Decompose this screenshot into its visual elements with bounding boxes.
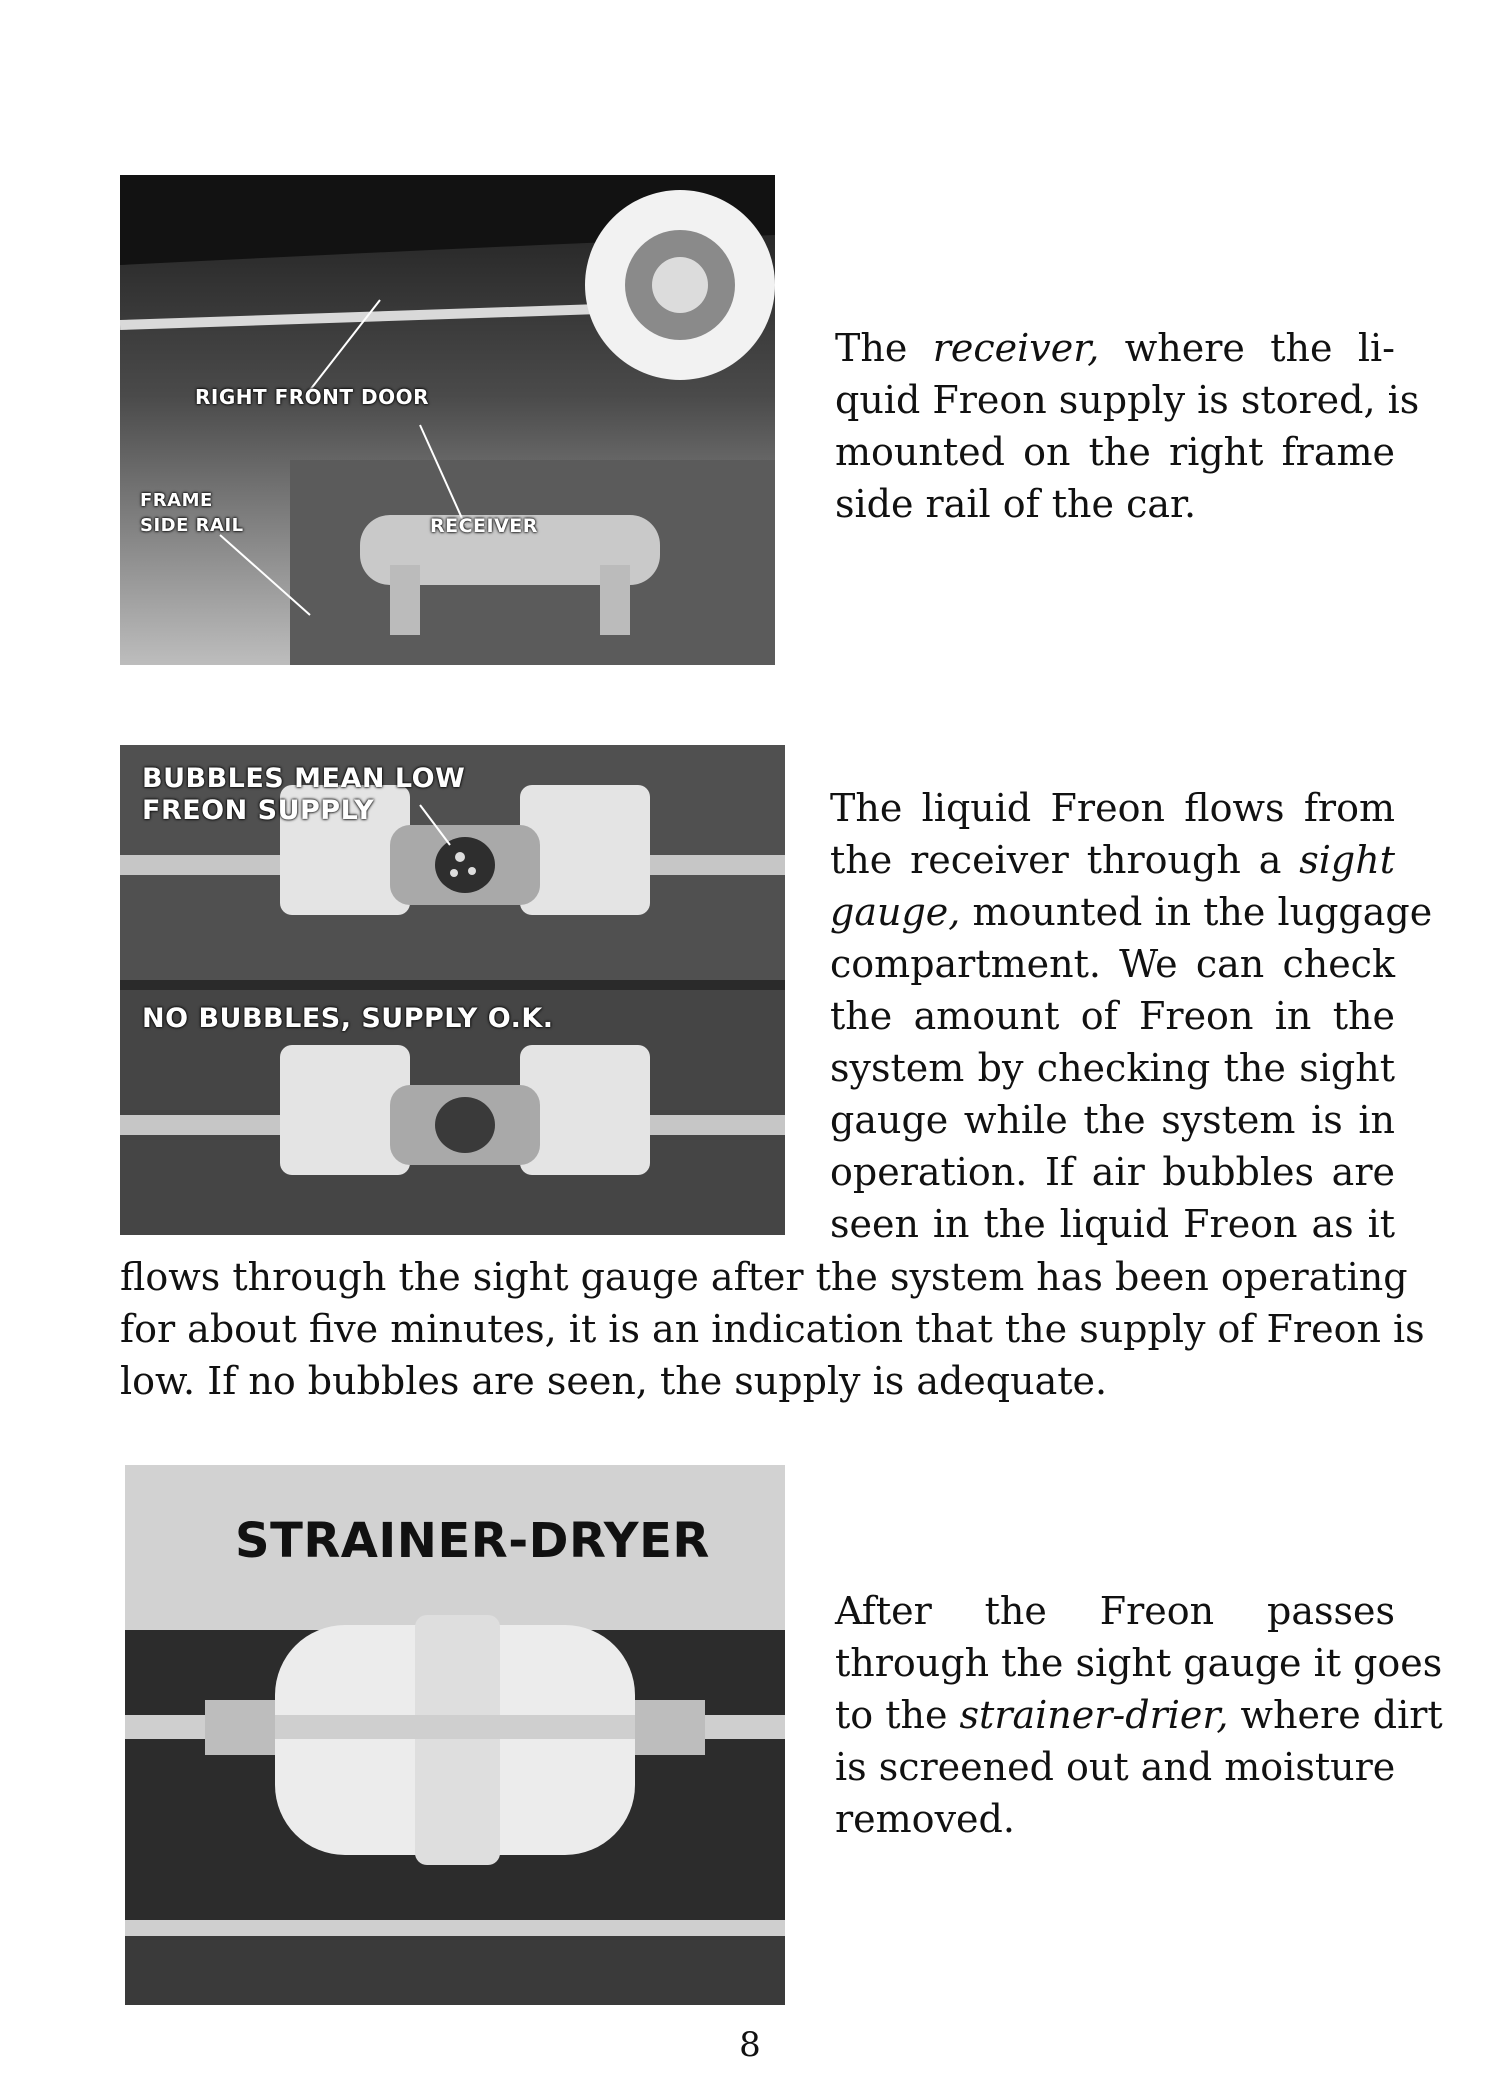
side-rail-label: SIDE RAIL	[140, 515, 244, 536]
strainer-dryer-label: STRAINER-DRYER	[235, 1513, 710, 1569]
text-line: removed.	[835, 1797, 1015, 1841]
strainer-paragraph	[835, 1585, 1443, 1845]
text-line: the receiver through a sight	[830, 838, 1395, 882]
text-line: The liquid Freon flows from	[830, 786, 1395, 830]
text-line: mounted on the right frame	[835, 430, 1395, 474]
text-line: for about five minutes, it is an indication that the supply of Freon is	[120, 1307, 1425, 1351]
strainer-dryer-photo	[125, 1465, 785, 2005]
receiver-photo-image	[120, 175, 775, 665]
text-line: is screened out and moisture	[835, 1745, 1396, 1789]
text-line: compartment. We can check	[830, 942, 1395, 986]
text-line: gauge while the system is in	[830, 1098, 1395, 1142]
text-line: After the Freon passes	[835, 1589, 1395, 1633]
receiver-paragraph	[835, 322, 1420, 530]
sight-gauge-photo	[120, 745, 785, 1235]
no-bubbles-label: NO BUBBLES, SUPPLY O.K.	[142, 1003, 554, 1034]
bubbles-low-label-line1: BUBBLES MEAN LOW	[142, 763, 466, 794]
right-front-door-label: RIGHT FRONT DOOR	[195, 385, 430, 409]
receiver-label: RECEIVER	[430, 515, 538, 537]
text-line: operation. If air bubbles are	[830, 1150, 1395, 1194]
text-line: low. If no bubbles are seen, the supply is adequate.	[120, 1359, 1108, 1403]
page-number: 8	[739, 2025, 761, 2065]
text-line: flows through the sight gauge after the system has been operating	[120, 1255, 1408, 1299]
bubbles-low-label-line2: FREON SUPPLY	[142, 795, 375, 826]
text-line: The receiver, where the li-	[835, 326, 1395, 370]
text-line: quid Freon supply is stored, is	[835, 378, 1420, 422]
receiver-photo	[120, 175, 775, 665]
sight-gauge-paragraph	[830, 782, 1433, 1250]
text-line: to the strainer-drier, where dirt	[835, 1693, 1443, 1737]
text-line: gauge, mounted in the luggage	[830, 890, 1433, 934]
frame-label: FRAME	[140, 490, 213, 511]
text-line: side rail of the car.	[835, 482, 1197, 526]
text-line: through the sight gauge it goes	[835, 1641, 1443, 1685]
text-line: the amount of Freon in the	[830, 994, 1395, 1038]
text-line: system by checking the sight	[830, 1046, 1395, 1090]
sight-gauge-paragraph-continued	[120, 1251, 1425, 1407]
text-line: seen in the liquid Freon as it	[830, 1202, 1395, 1246]
